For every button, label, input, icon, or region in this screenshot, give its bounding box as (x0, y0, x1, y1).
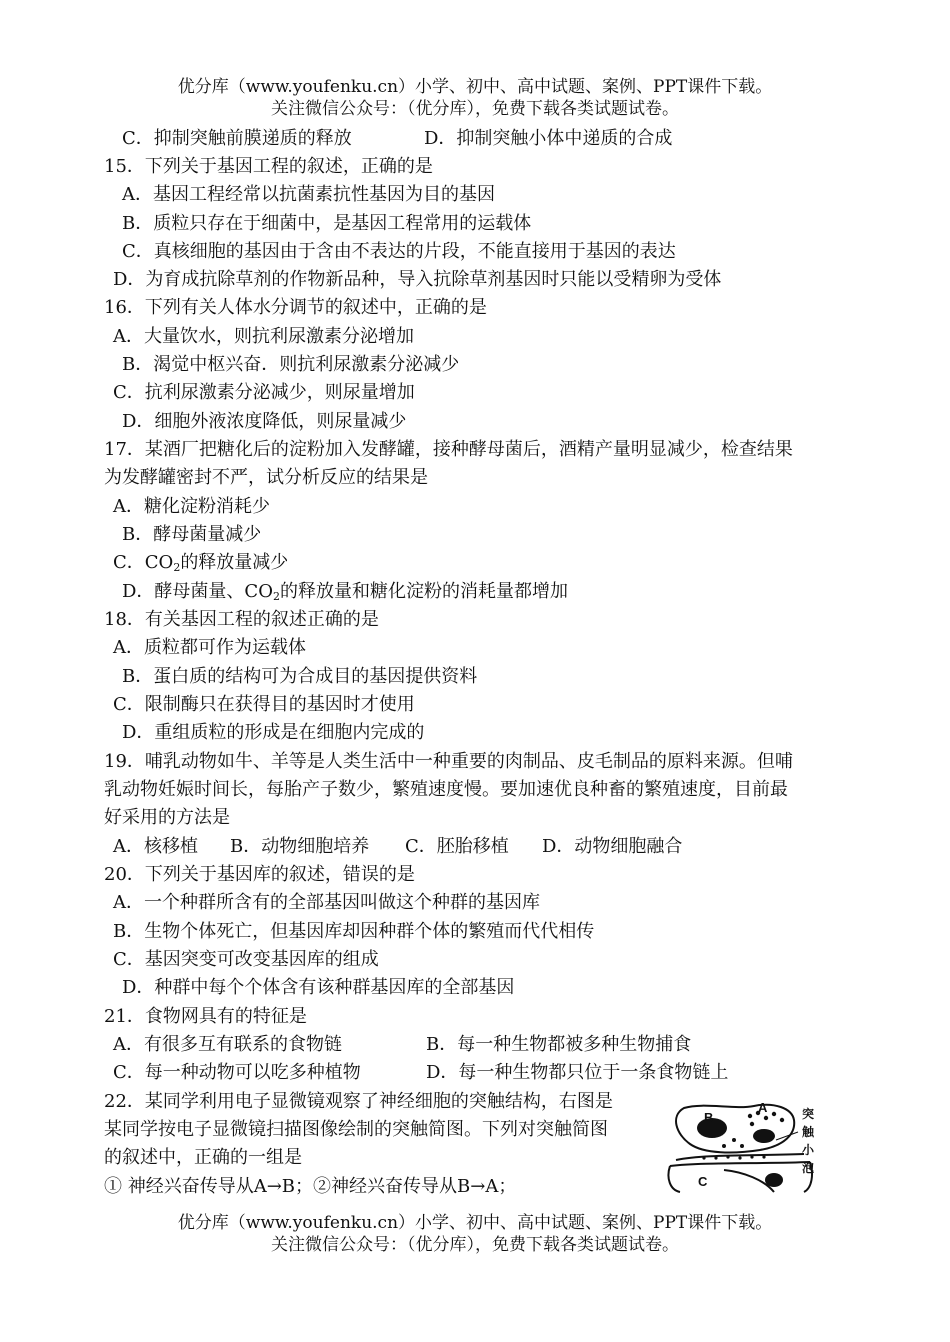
q15-option-c: C．真核细胞的基因由于含由不表达的片段，不能直接用于基因的表达 (122, 241, 676, 262)
postsynaptic-membrane (670, 1162, 810, 1166)
label-b: B (704, 1110, 714, 1125)
q18-option-c: C．限制酶只在获得目的基因时才使用 (113, 694, 415, 715)
q14-option-d: D．抑制突触小体中递质的合成 (424, 128, 673, 149)
q21-stem: 21．食物网具有的特征是 (104, 1006, 307, 1027)
header-line-2: 关注微信公众号：（优分库），免费下载各类试题试卷。 (271, 99, 679, 119)
footer-line-2: 关注微信公众号：（优分库），免费下载各类试题试卷。 (271, 1235, 679, 1255)
q16-option-d: D．细胞外液浓度降低，则尿量减少 (122, 411, 407, 432)
q15-option-d: D．为育成抗除草剂的作物新品种，导入抗除草剂基因时只能以受精卵为受体 (113, 269, 722, 290)
q22-stem-line-2: 某同学按电子显微镜扫描图像绘制的突触简图。下列对突触简图 (104, 1119, 608, 1140)
q15-option-a: A．基因工程经常以抗菌素抗性基因为目的基因 (122, 184, 495, 205)
q19-stem-line-1: 19．哺乳动物如牛、羊等是人类生活中一种重要的肉制品、皮毛制品的原料来源。但哺 (104, 751, 793, 772)
label-a: A (758, 1100, 768, 1115)
mitochondrion-2 (753, 1129, 775, 1143)
q20-option-d: D．种群中每个个体含有该种群基因库的全部基因 (122, 977, 515, 998)
side-label-4: 泡 (802, 1161, 815, 1175)
q20-option-c: C．基因突变可改变基因库的组成 (113, 949, 379, 970)
q17-option-c (113, 551, 288, 575)
q18-option-a: A．质粒都可作为运载体 (113, 637, 306, 658)
q22-stem-line-3: 的叙述中，正确的一组是 (104, 1147, 302, 1168)
q20-option-b: B．生物个体死亡，但基因库却因种群个体的繁殖而代代相传 (113, 921, 595, 942)
side-label-3: 小 (802, 1143, 815, 1157)
postsynaptic-cell-outline (668, 1161, 815, 1192)
q18-option-b: B．蛋白质的结构可为合成目的基因提供资料 (122, 666, 478, 687)
q21-option-d: D．每一种生物都只位于一条食物链上 (426, 1062, 729, 1083)
side-label-2: 触 (802, 1125, 815, 1139)
q18-stem: 18．有关基因工程的叙述正确的是 (104, 609, 379, 630)
q16-option-c: C．抗利尿激素分泌减少，则尿量增加 (113, 382, 415, 403)
q19-option-c: C．胚胎移植 (405, 836, 509, 857)
q19-option-d: D．动物细胞融合 (542, 836, 683, 857)
mitochondrion-3 (765, 1173, 783, 1187)
q16-stem: 16．下列有关人体水分调节的叙述中，正确的是 (104, 297, 487, 318)
q22-stem-line-1: 22．某同学利用电子显微镜观察了神经细胞的突触结构，右图是 (104, 1091, 613, 1112)
q21-option-a: A．有很多互有联系的食物链 (113, 1034, 342, 1055)
q16-option-a: A．大量饮水，则抗利尿激素分泌增加 (113, 326, 414, 347)
q17-stem-line-2: 为发酵罐密封不严，试分析反应的结果是 (104, 467, 428, 488)
q19-option-a: A．核移植 (113, 836, 198, 857)
q19-stem-line-3: 好采用的方法是 (104, 807, 230, 828)
q17-option-c-pre: C．CO (113, 552, 174, 573)
q17-option-a: A．糖化淀粉消耗少 (113, 496, 270, 517)
q15-stem: 15．下列关于基因工程的叙述，正确的是 (104, 156, 433, 177)
q17-option-d (122, 580, 568, 604)
q17-option-d-post: 的释放量和糖化淀粉的消耗量都增加 (279, 581, 568, 602)
q17-option-b: B．酵母菌量减少 (122, 524, 262, 545)
synapse-diagram (664, 1100, 818, 1194)
q17-stem-line-1: 17．某酒厂把糖化后的淀粉加入发酵罐，接种酵母菌后，酒精产量明显减少，检查结果 (104, 439, 793, 460)
label-c: C (698, 1174, 708, 1189)
q21-option-b: B．每一种生物都被多种生物捕食 (426, 1034, 692, 1055)
q21-option-c: C．每一种动物可以吃多种植物 (113, 1062, 361, 1083)
q19-stem-line-2: 乳动物妊娠时间长，每胎产子数少，繁殖速度慢。要加速优良种畜的繁殖速度，目前最 (104, 779, 788, 800)
q14-option-c: C．抑制突触前膜递质的释放 (122, 128, 352, 149)
q17-option-d-pre: D．酵母菌量、CO (122, 581, 273, 602)
q20-option-a: A．一个种群所含有的全部基因叫做这个种群的基因库 (113, 892, 540, 913)
q15-option-b: B．质粒只存在于细菌中，是基因工程常用的运载体 (122, 213, 532, 234)
q22-stem-line-4: ① 神经兴奋传导从A→B；②神经兴奋传导从B→A； (104, 1176, 517, 1197)
q20-stem: 20．下列关于基因库的叙述，错误的是 (104, 864, 415, 885)
presynaptic-terminal-outline (676, 1105, 794, 1153)
q17-option-c-post: 的释放量减少 (180, 552, 289, 573)
q18-option-d: D．重组质粒的形成是在细胞内完成的 (122, 722, 425, 743)
q17-option-c-sub: 2 (173, 561, 181, 574)
q16-option-b: B．渴觉中枢兴奋．则抗利尿激素分泌减少 (122, 354, 460, 375)
footer-line-1: 优分库（www.youfenku.cn）小学、初中、高中试题、案例、PPT课件下载。 (177, 1213, 773, 1233)
side-label-1: 突 (802, 1107, 815, 1121)
header-line-1: 优分库（www.youfenku.cn）小学、初中、高中试题、案例、PPT课件下载。 (177, 77, 773, 97)
q19-option-b: B．动物细胞培养 (230, 836, 370, 857)
q17-option-d-sub: 2 (272, 590, 280, 603)
